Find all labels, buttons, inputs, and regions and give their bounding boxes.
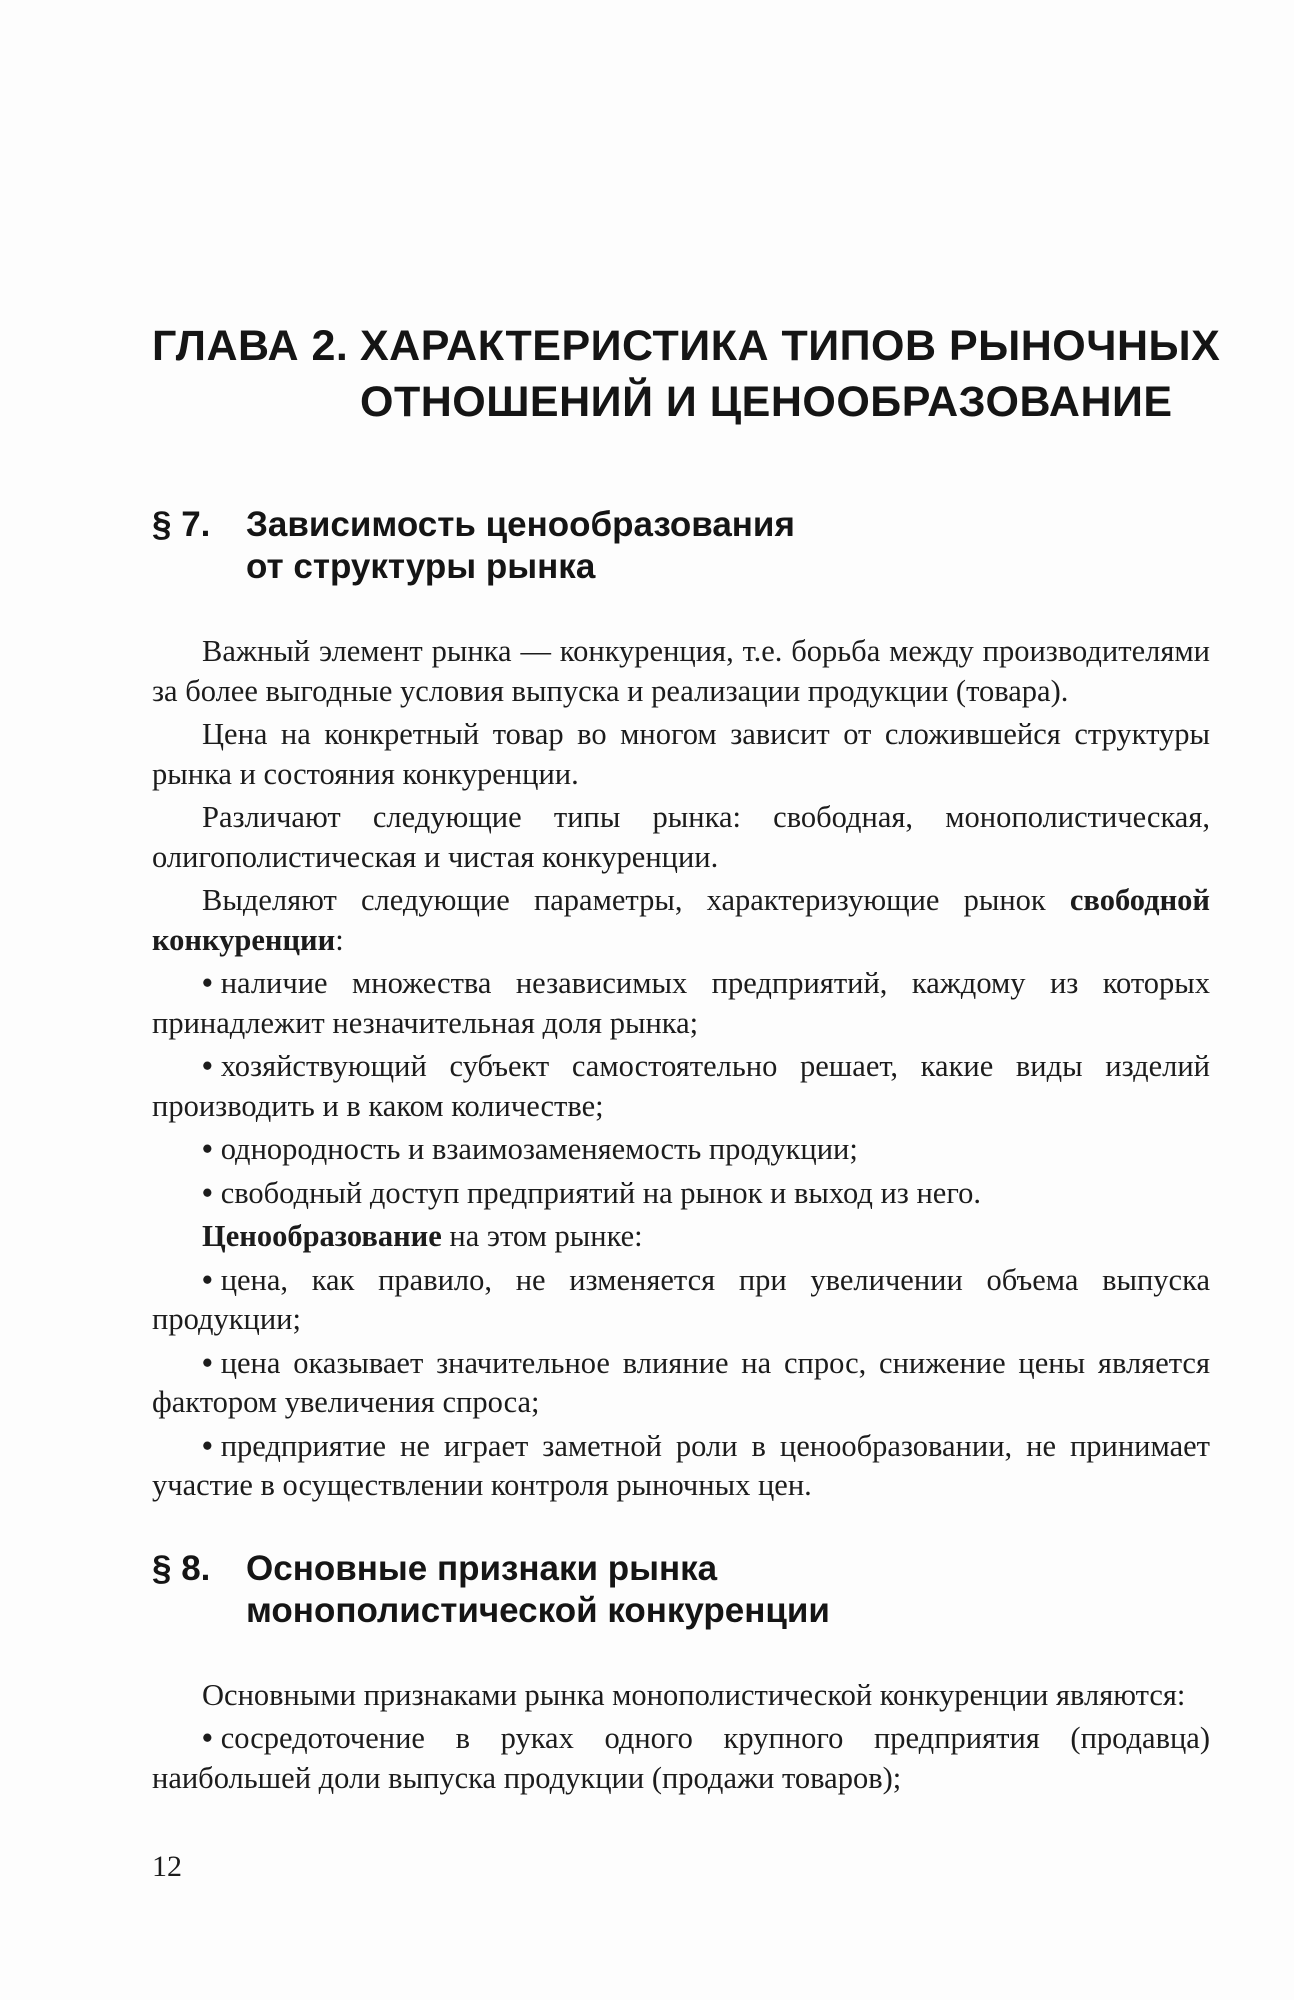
section-7-number: § 7.	[152, 505, 211, 544]
list-item-text: предприятие не играет заметной роли в ценообразовании, не принимает участие в осуществлении контроля рыночных цен.	[152, 1428, 1210, 1502]
list-item	[152, 964, 1210, 1043]
bullet-icon: •	[202, 966, 213, 1000]
section-7-title-line-1: Зависимость ценообразования	[246, 505, 795, 544]
chapter-title	[360, 318, 1220, 430]
page-number: 12	[152, 1850, 182, 1883]
chapter-title-line-1: ХАРАКТЕРИСТИКА ТИПОВ РЫНОЧНЫХ	[360, 322, 1221, 370]
paragraph-competition: Важный элемент рынка — конкуренция, т.е. борьба между производителями за более выгодные условия выпуска и реализации продукции (товара).	[152, 634, 1210, 708]
bullet-icon: •	[202, 1132, 213, 1166]
paragraph-pricing	[152, 1217, 1210, 1257]
bullet-icon: •	[202, 1345, 213, 1380]
section-8-title-line-2: монополистической конкуренции	[246, 1590, 830, 1630]
list-item	[152, 1427, 1210, 1506]
paragraph-market-types: Различают следующие типы рынка: свободная, монополистическая, олигополистическая и чистая конкуренции.	[152, 800, 1210, 874]
section-7-heading	[152, 504, 1210, 588]
list-item	[152, 1130, 1210, 1170]
paragraph-free-competition-end: :	[335, 922, 344, 957]
page-content	[152, 318, 1221, 1802]
list-item-text: наличие множества независимых предприятий, каждому из которых принадлежит незначительная доля рынка;	[152, 966, 1210, 1040]
section-7-title	[246, 504, 795, 588]
paragraph-monopolistic-features: Основными признаками рынка монополистической конкуренции являются:	[202, 1677, 1186, 1712]
term-free-competition: свободной конкуренции	[152, 883, 1210, 957]
bullet-icon: •	[202, 1262, 213, 1297]
list-item-text: цена, как правило, не изменяется при увеличении объема выпуска продукции;	[152, 1262, 1210, 1336]
section-8-number: § 8.	[152, 1548, 211, 1588]
section-8-heading	[152, 1548, 1210, 1632]
list-item	[152, 1174, 1210, 1214]
term-pricing: Ценообразование	[202, 1219, 442, 1253]
list-item	[152, 1261, 1210, 1340]
bullet-icon: •	[202, 1721, 213, 1755]
section-8-title	[246, 1548, 830, 1632]
list-item	[152, 1344, 1210, 1423]
paragraph-free-competition-params	[152, 881, 1210, 960]
paragraph-pricing-rest: на этом рынке:	[441, 1219, 643, 1253]
section-7-title-line-2: от структуры рынка	[246, 547, 596, 586]
list-item-text: цена оказывает значительное влияние на спрос, снижение цены является фактором увеличения спроса;	[152, 1345, 1210, 1419]
bullet-icon: •	[202, 1049, 213, 1083]
paragraph-price-structure: Цена на конкретный товар во многом зависит от сложившейся структуры рынка и состояния конкуренции.	[152, 717, 1210, 791]
chapter-label: ГЛАВА 2.	[152, 322, 349, 370]
paragraph-free-competition-start: Выделяют следующие параметры, характеризующие рынок	[202, 883, 1070, 917]
list-item-text: свободный доступ предприятий на рынок и выход из него.	[220, 1175, 981, 1210]
list-item-text: хозяйствующий субъект самостоятельно решает, какие виды изделий производить и в каком количестве;	[152, 1049, 1210, 1123]
bullet-icon: •	[202, 1428, 213, 1463]
chapter-title-line-2: ОТНОШЕНИЙ И ЦЕНООБРАЗОВАНИЕ	[360, 378, 1173, 426]
list-item	[152, 1719, 1210, 1798]
section-8-title-line-1: Основные признаки рынка	[246, 1548, 718, 1588]
bullet-icon: •	[202, 1175, 213, 1210]
list-item-text: однородность и взаимозаменяемость продукции;	[220, 1132, 858, 1166]
list-item	[152, 1047, 1210, 1126]
list-item-text: сосредоточение в руках одного крупного предприятия (продавца) наибольшей доли выпуска продукции (продажи товаров);	[152, 1721, 1210, 1795]
chapter-heading	[152, 318, 1221, 430]
